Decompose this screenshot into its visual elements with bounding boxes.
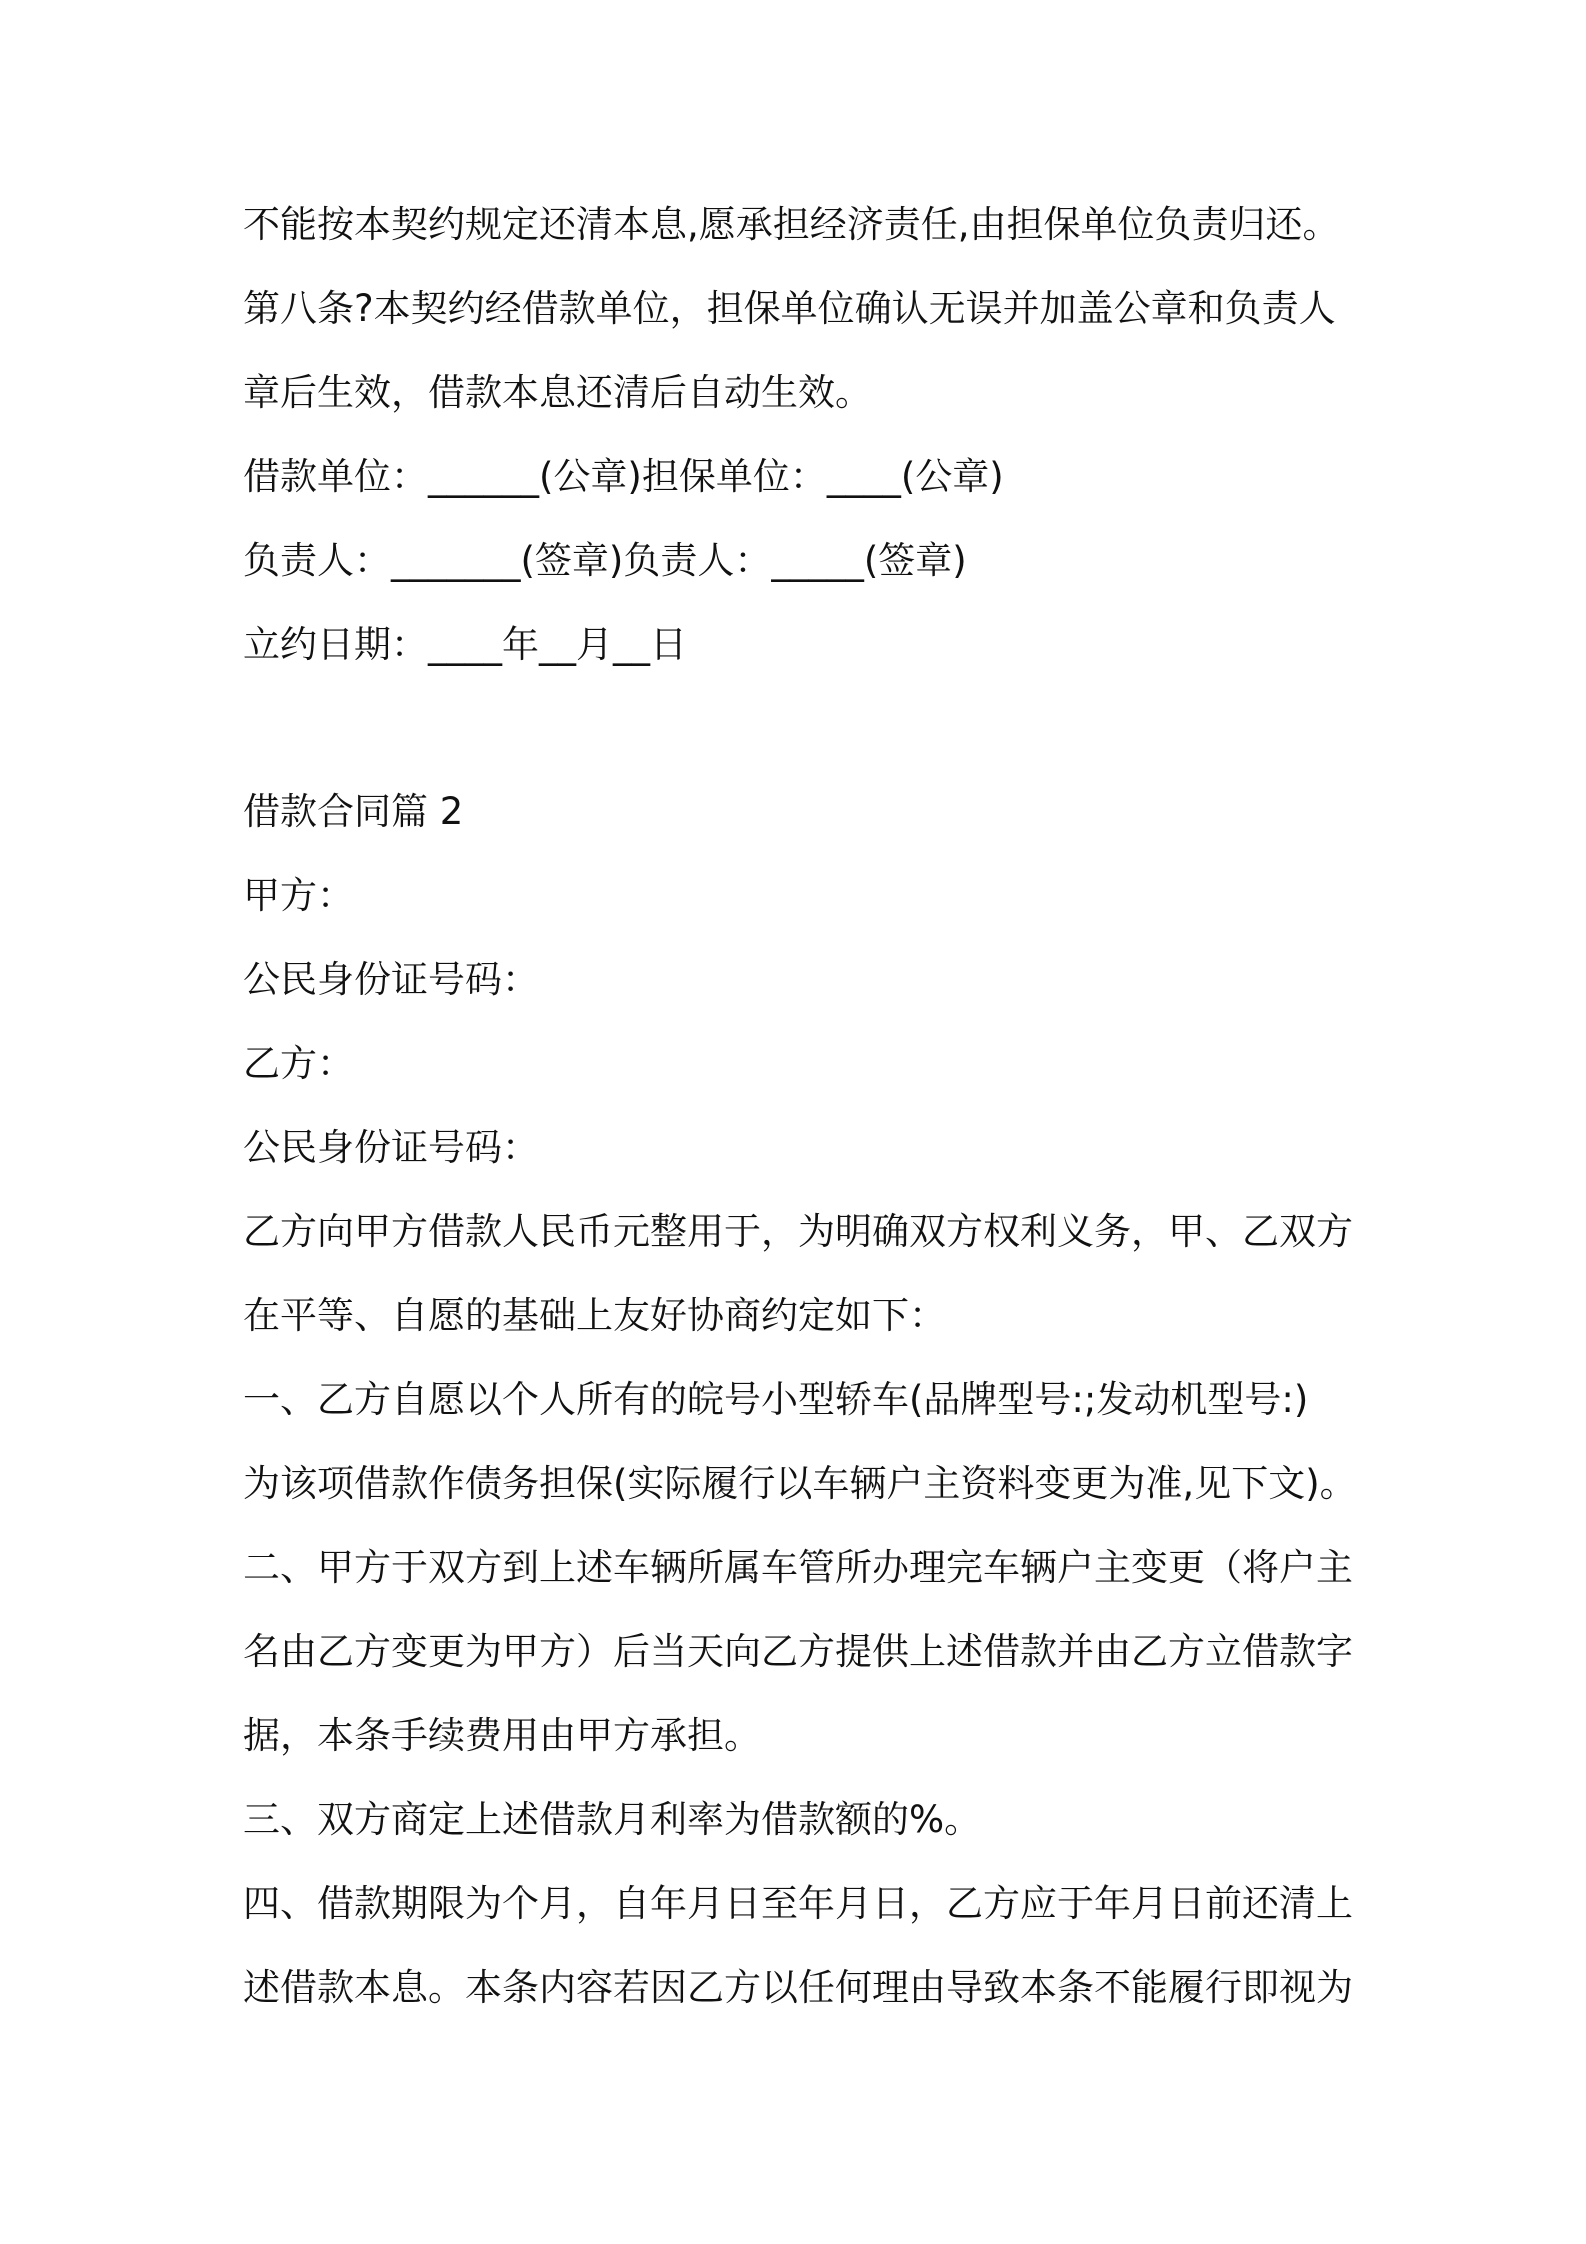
text-line: 公民身份证号码：: [243, 1126, 539, 1169]
text-line: 据，本条手续费用由甲方承担。: [243, 1714, 761, 1757]
section-heading: 借款合同篇 2: [243, 790, 464, 833]
text-line: 负责人：_______(签章)负责人：_____(签章): [243, 539, 967, 582]
text-line: 三、双方商定上述借款月利率为借款额的%。: [243, 1798, 982, 1841]
text-line: 为该项借款作债务担保(实际履行以车辆户主资料变更为准,见下文)。: [243, 1462, 1357, 1505]
text-line: 乙方向甲方借款人民币元整用于，为明确双方权利义务，甲、乙双方: [243, 1210, 1353, 1253]
text-line: 一、乙方自愿以个人所有的皖号小型轿车(品牌型号:;发动机型号:): [243, 1378, 1309, 1421]
text-line: 借款单位：______(公章)担保单位：____(公章): [243, 455, 1004, 498]
text-line: 甲方：: [243, 874, 354, 917]
text-line: 乙方：: [243, 1042, 354, 1085]
text-line: 不能按本契约规定还清本息,愿承担经济责任,由担保单位负责归还。: [243, 203, 1340, 246]
text-line: 名由乙方变更为甲方）后当天向乙方提供上述借款并由乙方立借款字: [243, 1630, 1353, 1673]
text-line: 在平等、自愿的基础上友好协商约定如下：: [243, 1294, 946, 1337]
text-line: 第八条?本契约经借款单位，担保单位确认无误并加盖公章和负责人: [243, 287, 1336, 330]
text-line: 二、甲方于双方到上述车辆所属车管所办理完车辆户主变更（将户主: [243, 1546, 1353, 1589]
text-line: 述借款本息。本条内容若因乙方以任何理由导致本条不能履行即视为: [243, 1966, 1353, 2009]
text-line: 章后生效，借款本息还清后自动生效。: [243, 371, 872, 414]
text-line: 公民身份证号码：: [243, 958, 539, 1001]
text-line: 立约日期：____年__月__日: [243, 623, 687, 666]
text-line: 四、借款期限为个月，自年月日至年月日，乙方应于年月日前还清上: [243, 1882, 1353, 1925]
